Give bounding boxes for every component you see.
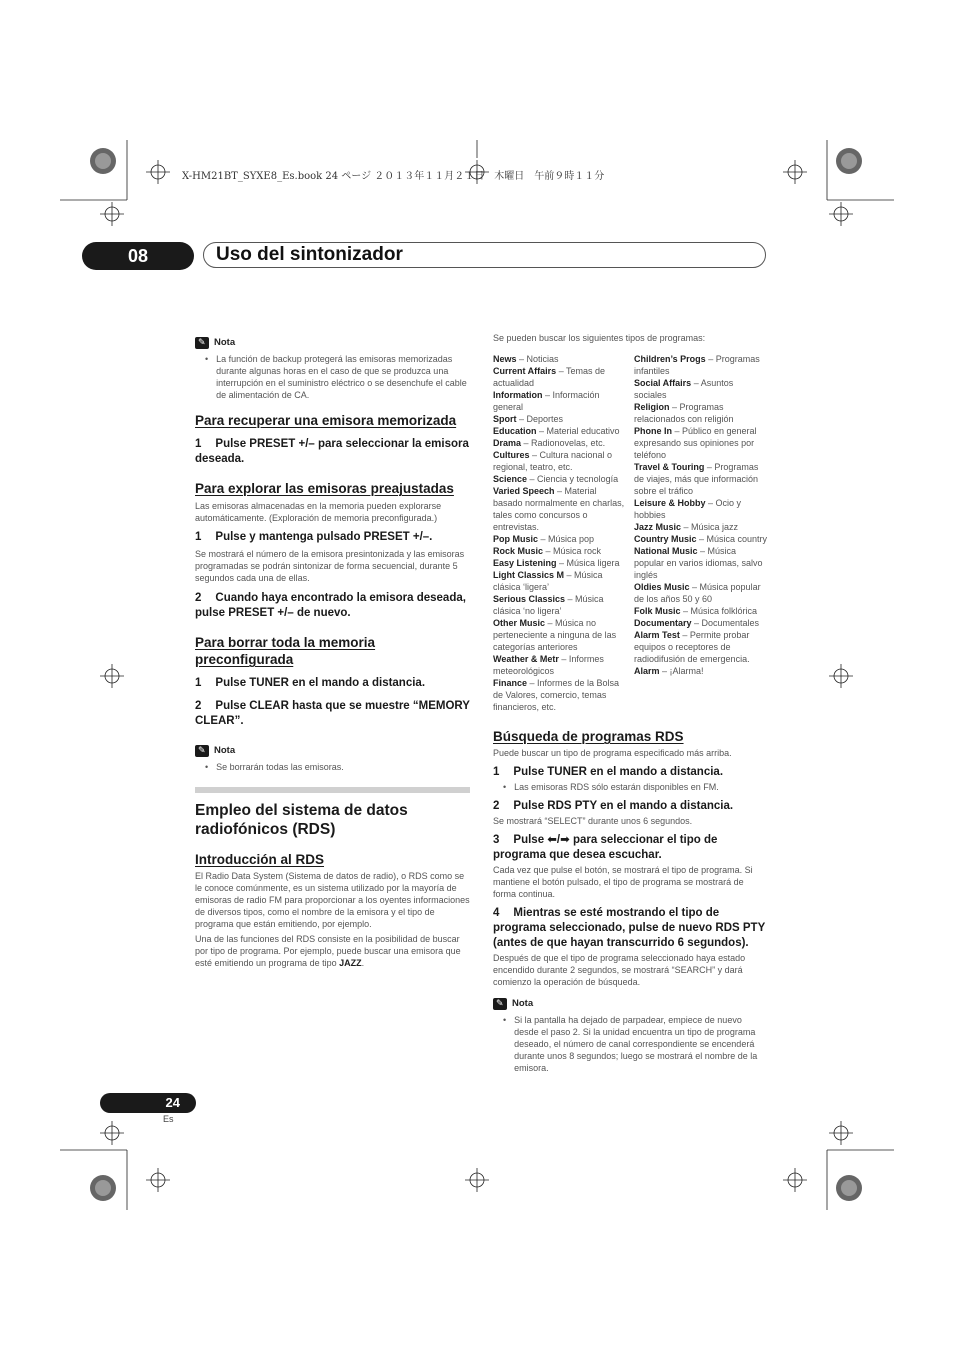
- section-heading: Para explorar las emisoras preajustadas: [195, 481, 454, 496]
- pty-entry: Other Music – Música no perteneciente a ninguna de las categorías anteriores: [493, 618, 617, 652]
- pty-entry: Alarm – ¡Alarma!: [634, 666, 704, 676]
- page-number: 24: [100, 1093, 196, 1113]
- note-header: ✎ Nota: [493, 998, 768, 1010]
- pty-entry: Rock Music – Música rock: [493, 546, 602, 556]
- note-bullet: • La función de backup protegerá las emisoras memorizadas durante algunas horas en el caso de que se produzca una interrupción en el suministro eléctrico o se desenchufe el cable de alimentación de CA.: [205, 354, 467, 400]
- pty-entry: Science – Ciencia y tecnología: [493, 474, 619, 484]
- paragraph: Después de que el tipo de programa seleccionado haya estado encendido durante 2 segundos, se mostrará “SEARCH” y dará comienzo la operación de búsqueda.: [493, 953, 746, 987]
- step: 1 Pulse y mantenga pulsado PRESET +/–.: [195, 531, 433, 543]
- note-icon: [493, 998, 507, 1010]
- pty-entry: Oldies Music – Música popular de los años 50 y 60: [634, 582, 761, 604]
- section-title: Empleo del sistema de datos radiofónicos (RDS): [195, 802, 408, 838]
- pty-entry: Drama – Radionovelas, etc.: [493, 438, 606, 448]
- left-column: [195, 337, 470, 969]
- pty-column-1: [493, 353, 626, 713]
- section-heading: Búsqueda de programas RDS: [493, 729, 684, 744]
- pty-entry: Religion – Programas relacionados con religión: [634, 402, 734, 424]
- pty-entry: Children’s Progs – Programas infantiles: [634, 354, 760, 376]
- pty-entry: Education – Material educativo: [493, 426, 620, 436]
- pty-entry: Finance – Informes de la Bolsa de Valores, comercio, temas financieros, etc.: [493, 678, 620, 712]
- note-header: ✎ Nota: [195, 745, 470, 757]
- note-icon: [195, 337, 209, 349]
- step: 2 Cuando haya encontrado la emisora deseada, pulse PRESET +/– de nuevo.: [195, 592, 466, 619]
- note-bullet: • Si la pantalla ha dejado de parpadear, empiece de nuevo desde el paso 2. Si la unidad encuentra un tipo de programa deseado, el número de canal correspondiente se encenderá durante unos 8 segundos; luego se mostrará el nombre de la emisora.: [503, 1015, 758, 1073]
- pty-entry: Varied Speech – Material basado normalmente en charlas, tales como concursos o entrevistas.: [493, 486, 625, 532]
- note-bullet: • Se borrarán todas las emisoras.: [205, 762, 344, 772]
- page-language: Es: [163, 1114, 174, 1124]
- paragraph: Se mostrará el número de la emisora presintonizada y las emisoras programadas se podrán sintonizar de forma secuencial, durante 5 segundos cada una de ellas.: [195, 549, 465, 583]
- pty-list: [493, 353, 768, 713]
- chapter-title: Uso del sintonizador: [203, 242, 766, 268]
- pty-entry: Country Music – Música country: [634, 534, 768, 544]
- section-heading: Para recuperar una emisora memorizada: [195, 413, 457, 428]
- pty-entry: Travel & Touring – Programas de viajes, más que información sobre el tráfico: [634, 462, 759, 496]
- pty-entry: National Music – Música popular en varios idiomas, salvo inglés: [634, 546, 763, 580]
- pty-column-2: [634, 353, 768, 713]
- step: 3 Pulse ⬅/➡ para seleccionar el tipo de programa que desea escuchar.: [493, 834, 718, 861]
- pty-entry: Pop Music – Música pop: [493, 534, 595, 544]
- chapter-number: 08: [82, 242, 194, 270]
- pty-entry: Information – Información general: [493, 390, 600, 412]
- print-meta: X-HM21BT_SYXE8_Es.book 24 ページ ２０１３年１１月２１日 木曜日 午前９時１１分: [182, 171, 605, 182]
- step: 4 Mientras se esté mostrando el tipo de programa seleccionado, pulse de nuevo RDS PTY (antes de que hayan transcurrido 6 segundos).: [493, 907, 766, 949]
- pty-entry: Documentary – Documentales: [634, 618, 760, 628]
- paragraph: Una de las funciones del RDS consiste en la posibilidad de buscar por tipo de programa. Por ejemplo, puede buscar una emisora que esté emitiendo un programa de tipo JAZZ.: [195, 934, 461, 968]
- paragraph: Cada vez que pulse el botón, se mostrará el tipo de programa. Si mantiene el botón pulsado, el tipo de programa se mostrará de forma continua.: [493, 865, 753, 899]
- pty-entry: Social Affairs – Asuntos sociales: [634, 378, 734, 400]
- pty-entry: Phone In – Público en general expresando sus opiniones por teléfono: [634, 426, 757, 460]
- pty-entry: Cultures – Cultura nacional o regional, teatro, etc.: [493, 450, 613, 472]
- paragraph: El Radio Data System (Sistema de datos de radio), o RDS como se le conoce comúnmente, es un sistema utilizado por la mayoría de emisoras de radio FM para proporcionar a los oyentes informaciones de diversos tipos, como el nombre de la emisora y el tipo de programa que están emitiendo, por ejemplo.: [195, 871, 470, 929]
- step: 2 Pulse RDS PTY en el mando a distancia.: [493, 800, 734, 812]
- paragraph: Las emisoras almacenadas en la memoria pueden explorarse automáticamente. (Exploración de memoria preconfigurada.): [195, 501, 442, 523]
- pty-entry: Jazz Music – Música jazz: [634, 522, 739, 532]
- pty-entry: Current Affairs – Temas de actualidad: [493, 366, 606, 388]
- step: 1 Pulse PRESET +/– para seleccionar la emisora deseada.: [195, 438, 469, 465]
- right-column: [493, 332, 768, 1074]
- section-divider: [195, 787, 470, 793]
- pty-entry: Weather & Metr – Informes meteorológicos: [493, 654, 604, 676]
- note-icon: [195, 745, 209, 757]
- pty-entry: Serious Classics – Música clásica ‘no ligera’: [493, 594, 604, 616]
- paragraph: Puede buscar un tipo de programa especificado más arriba.: [493, 748, 732, 758]
- pty-entry: News – Noticias: [493, 354, 559, 364]
- step: 1 Pulse TUNER en el mando a distancia.: [493, 766, 724, 778]
- arrow-keys-icon: ⬅/➡: [547, 834, 570, 846]
- pty-entry: Easy Listening – Música ligera: [493, 558, 620, 568]
- pty-entry: Folk Music – Música folklórica: [634, 606, 758, 616]
- pty-entry: Sport – Deportes: [493, 414, 564, 424]
- step: 2 Pulse CLEAR hasta que se muestre “MEMORY CLEAR”.: [195, 700, 470, 727]
- note-header: ✎ Nota: [195, 337, 470, 349]
- pty-entry: Alarm Test – Permite probar equipos o receptores de radiodifusión de emergencia.: [634, 630, 750, 664]
- step-bullet: • Las emisoras RDS sólo estarán disponibles en FM.: [503, 782, 719, 792]
- pty-entry: Light Classics M – Música clásica ‘ligera’: [493, 570, 603, 592]
- paragraph: Se pueden buscar los siguientes tipos de programas:: [493, 333, 706, 343]
- pty-entry: Leisure & Hobby – Ocio y hobbies: [634, 498, 742, 520]
- section-heading: Introducción al RDS: [195, 852, 325, 867]
- step: 1 Pulse TUNER en el mando a distancia.: [195, 677, 426, 689]
- paragraph: Se mostrará “SELECT” durante unos 6 segundos.: [493, 816, 693, 826]
- section-heading: Para borrar toda la memoria preconfigurada: [195, 635, 376, 667]
